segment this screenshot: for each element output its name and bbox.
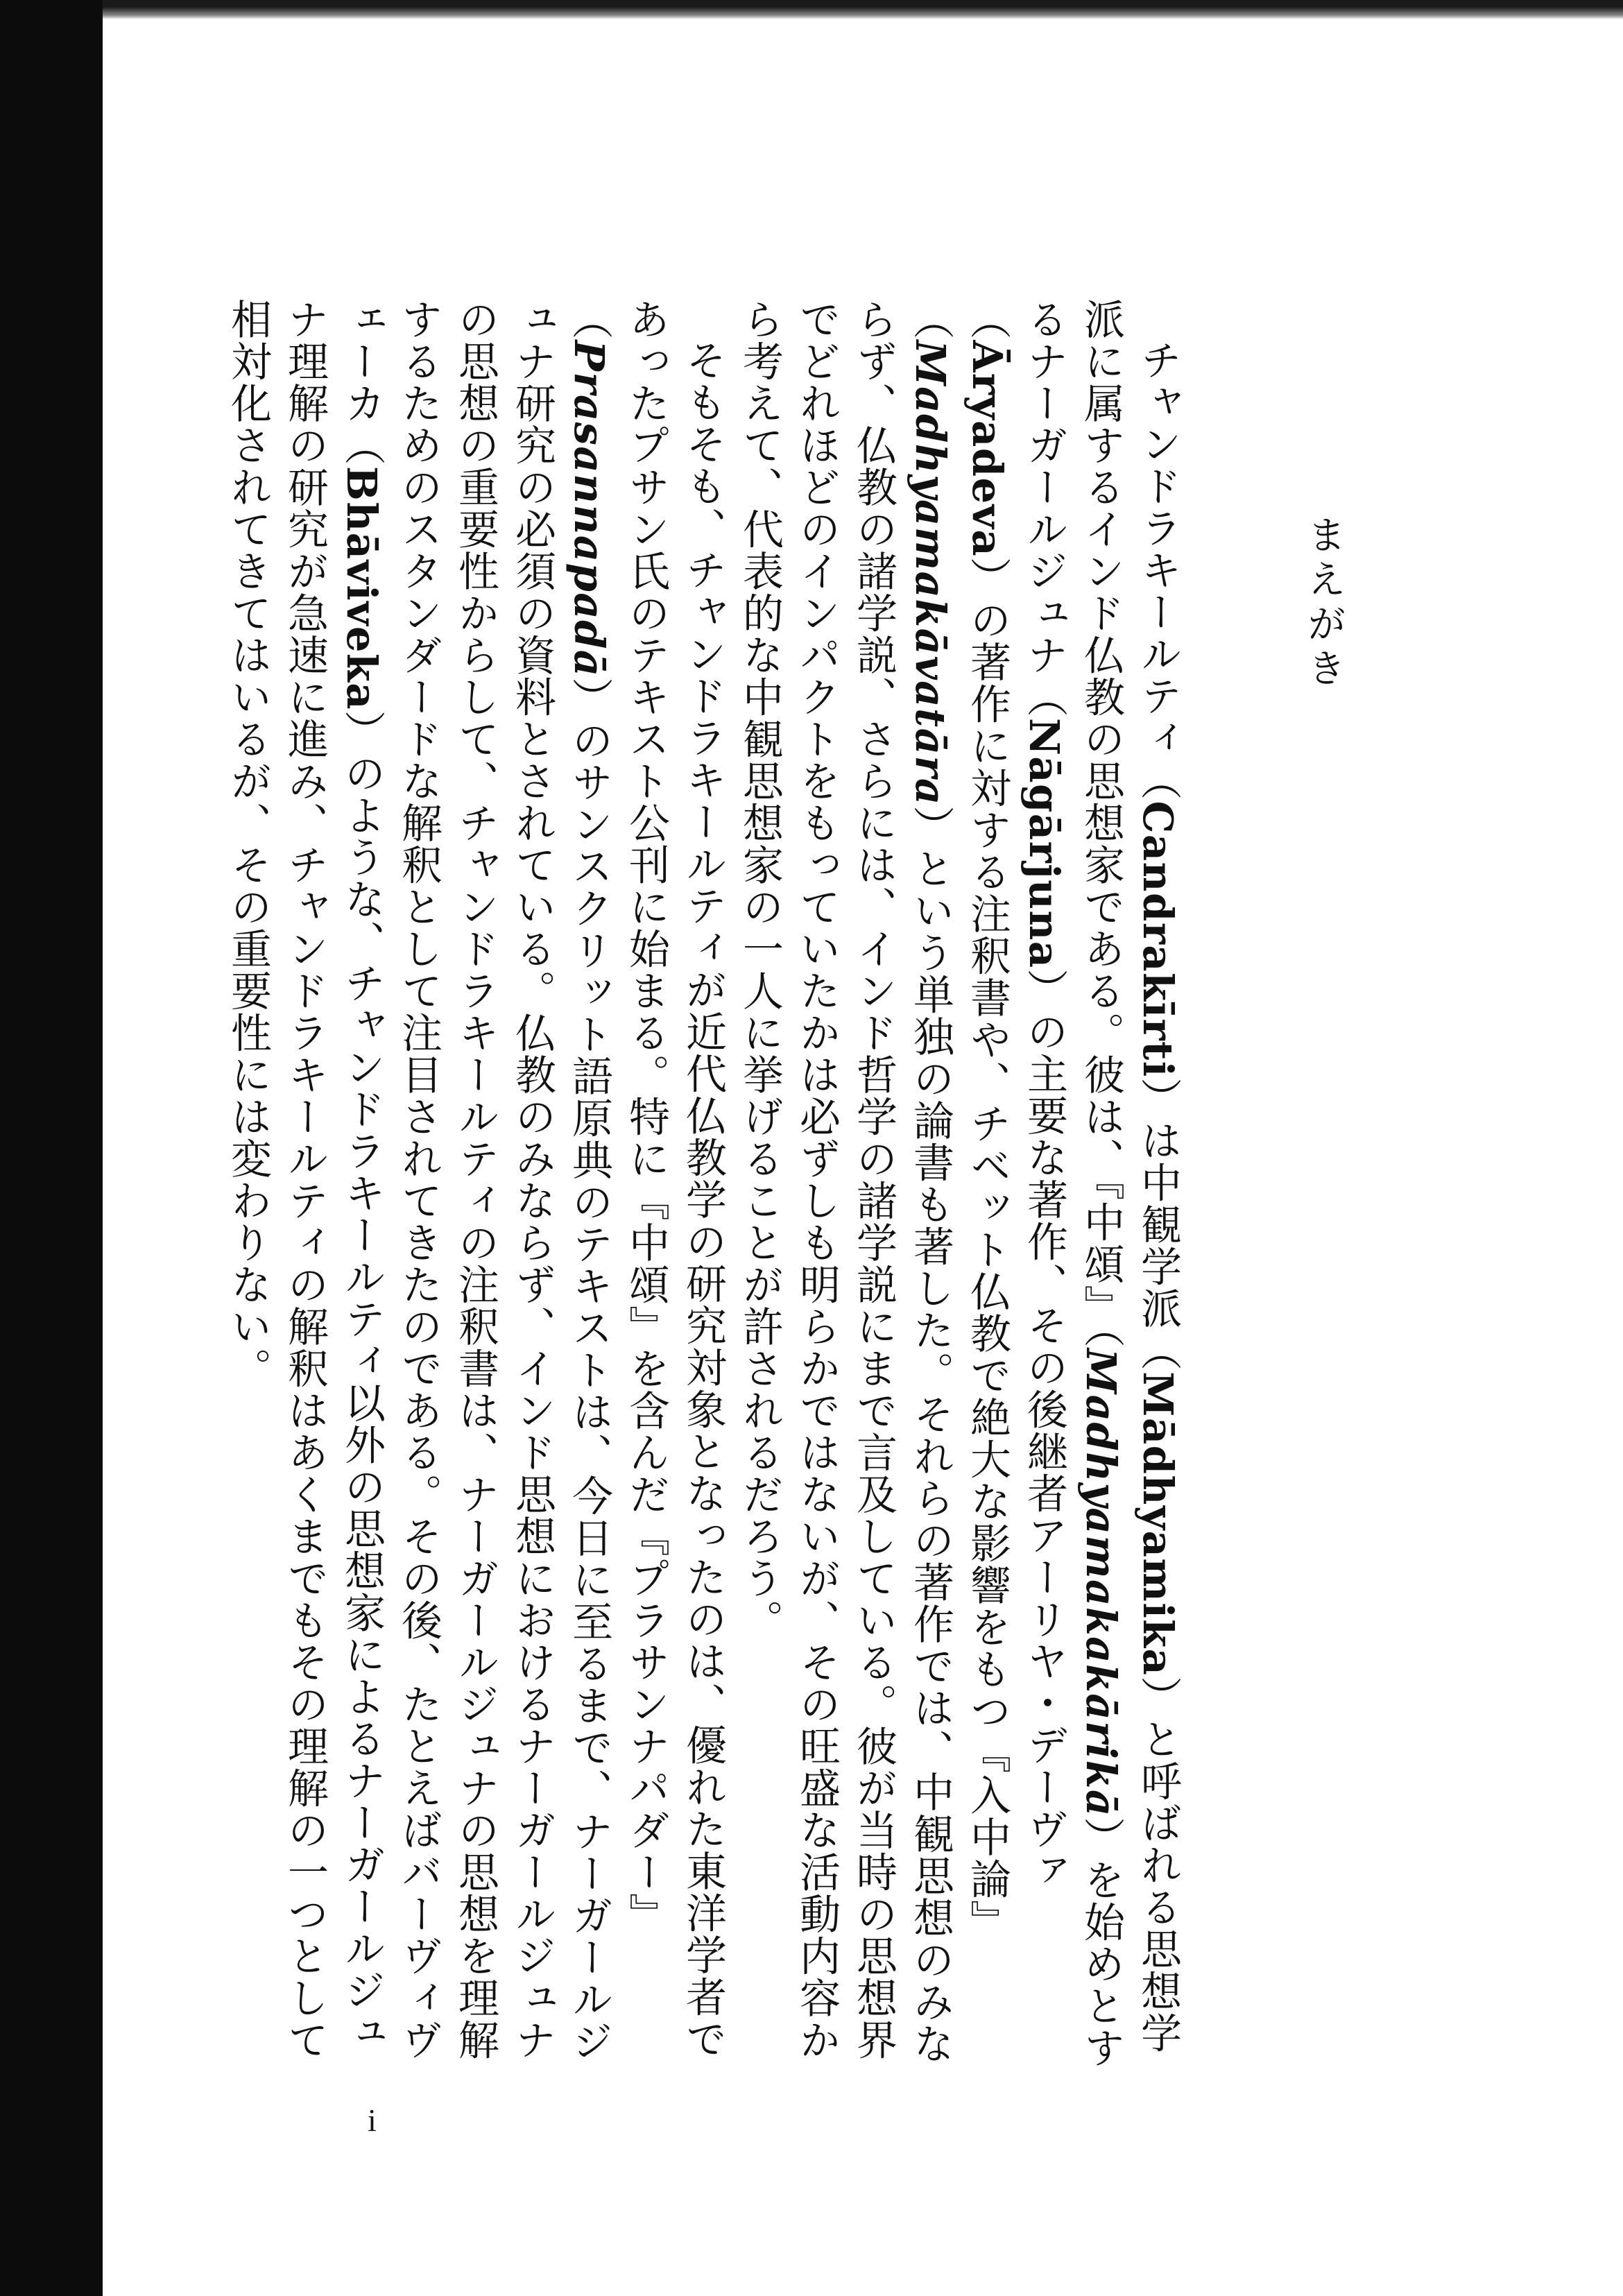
paragraph-1: [731, 298, 1186, 2074]
romanized-term: Candrakīrti: [1134, 800, 1182, 1078]
romanized-term: Mādhyamika: [1134, 1371, 1182, 1677]
romanized-term: Āryadeva: [963, 340, 1011, 558]
text-segment: ）のような、チャンドラキールティ以外の思想家によるナーガールジュナ理解の研究が急速に進み、チャンドラキールティの解釈はあくまでもその理解の一つとして相対化されてきてはいるが、その重要性には変わりない。: [224, 298, 386, 2061]
text-segment: そもそも、チャンドラキールティが近代仏教学の研究対象となったのは、優れた東洋学者であったプサン氏のテキスト公刊に始まる。特に『中頌』を含んだ『プラサンナパダー』（: [565, 298, 727, 2060]
text-segment: ）は中観学派（: [1134, 1077, 1182, 1372]
romanized-term: Bhāviveka: [338, 466, 386, 711]
text-segment: ）と呼ばれる思想学派に属するインド仏教の思想家である。彼は、『中頌』（: [1077, 298, 1182, 2054]
romanized-term: Nāgārjuna: [1020, 718, 1068, 969]
romanized-title: Madhyamakāvatāra: [907, 340, 954, 806]
page-title: まえがき: [1301, 515, 1346, 692]
text-segment: チャンドラキールティ（: [1134, 339, 1182, 801]
page-number: i: [368, 2102, 377, 2138]
paragraph-2: [219, 298, 731, 2074]
scan-edge-top: [103, 0, 1623, 19]
romanized-title: Madhyamakakārikā: [1077, 1348, 1125, 1817]
scan-edge-left: [0, 0, 103, 2296]
text-segment: ）のサンスクリット語原典のテキストは、今日に至るまで、ナーガールジュナ研究の必須の資料とされている。仏教のみならず、インド思想におけるナーガールジュナの思想の重要性からして、チャンドラキールティの注釈書は、ナーガールジュナの思想を理解するためのスタンダードな解釈として注目されてきたのである。その後、たとえばバーヴィヴェーカ（: [338, 298, 613, 2063]
text-segment: ）の著作に対する注釈書や、チベット仏教で絶大な影響をもつ『入中論』（: [907, 298, 1011, 1942]
romanized-title: Prasannapadā: [565, 340, 613, 678]
text-segment: ）の主要な著作、その後継者アーリヤ・デーヴァ（: [963, 298, 1068, 1892]
body-text: [224, 298, 1186, 2074]
text-segment: ）という単独の論書も著した。それらの著作では、中観思想のみならず、仏教の諸学説、さらには、インド哲学の諸学説にまで言及している。彼が当時の思想界でどれほどのインパクトをもっていたかは必ずしも明らかではないが、その旺盛な活動内容から考えて、代表的な中観思想家の一人に挙げることが許されるだろう。: [736, 298, 954, 2065]
text-segment: ）を始めとするナーガールジュナ（: [1020, 298, 1125, 2069]
